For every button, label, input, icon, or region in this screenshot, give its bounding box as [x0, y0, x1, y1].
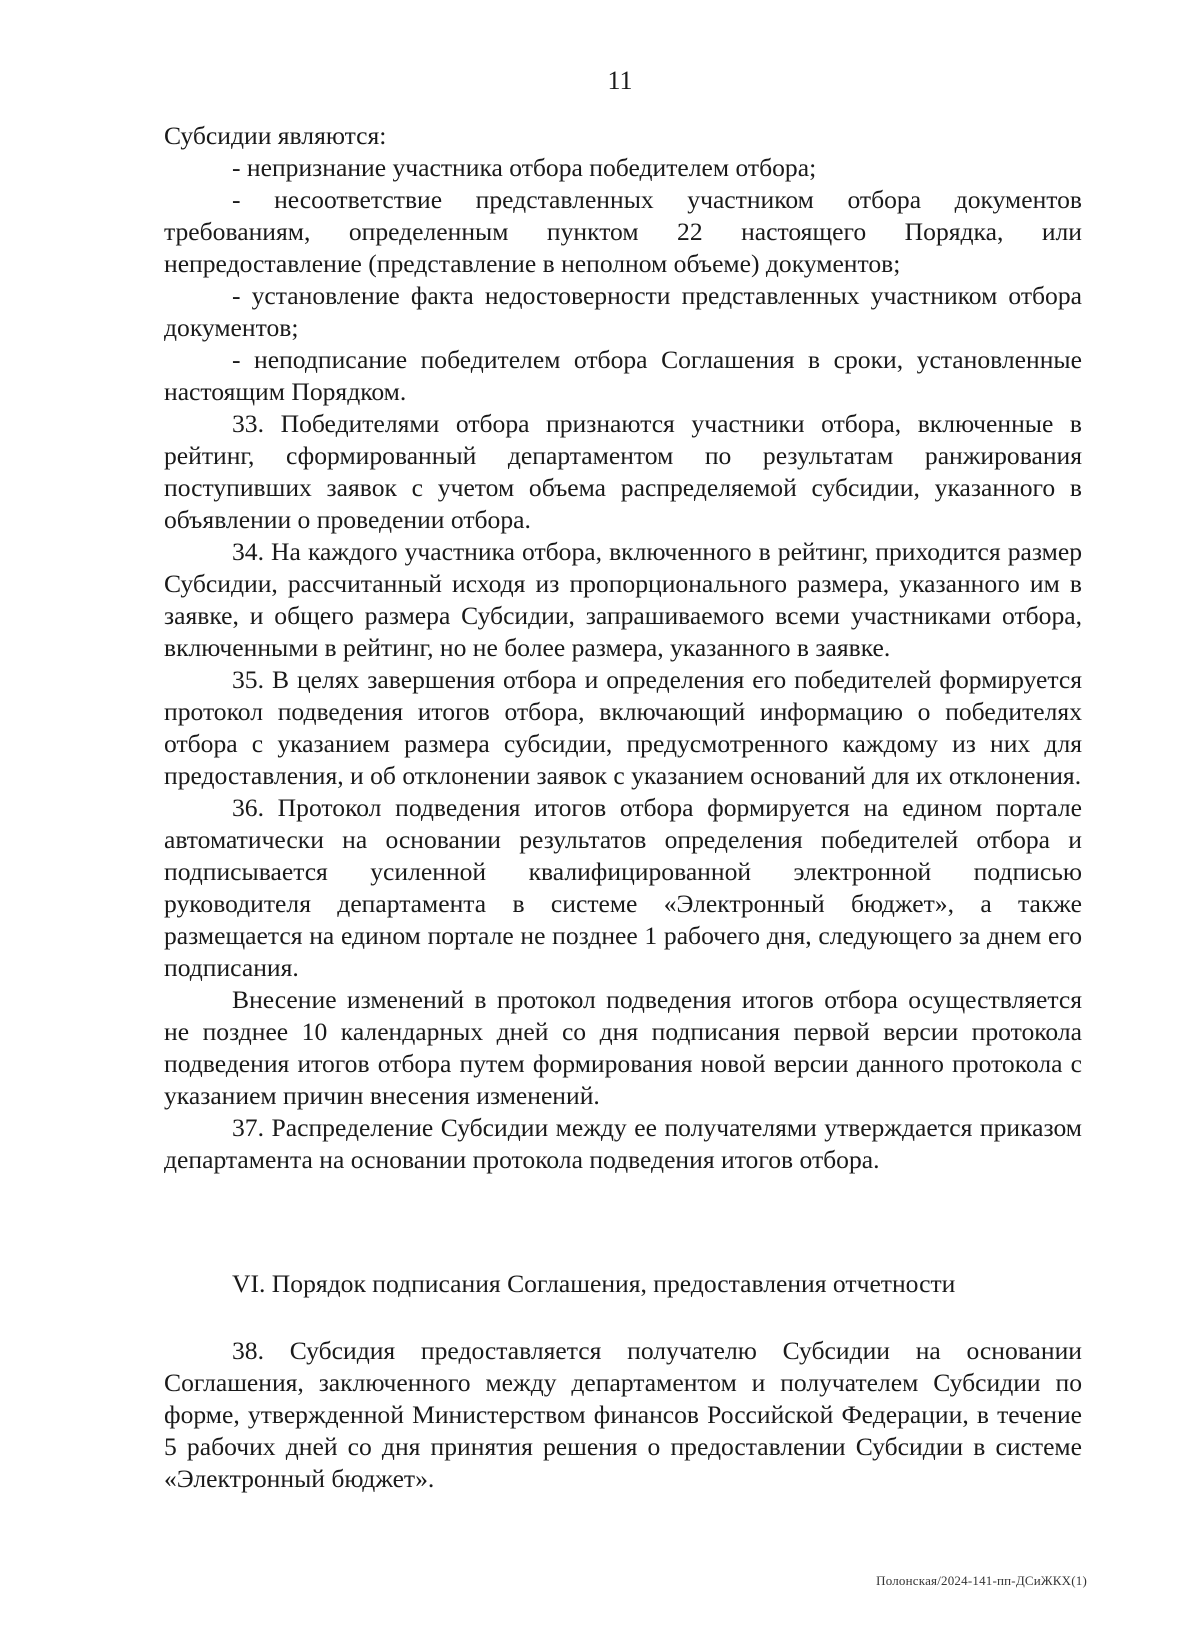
paragraph-clause-37: 37. Распределение Субсидии между ее получателями утверждается приказом департамента на основании протокола подведения итогов отбора. — [164, 1113, 1082, 1174]
page-number: 11 — [607, 66, 633, 95]
paragraph-clause-34: 34. На каждого участника отбора, включенного в рейтинг, приходится размер Субсидии, рассчитанный исходя из пропорционального размера, указанного им в заявке, и общего размера Субсидии, запрашиваемого всеми участниками отбора, включенными в рейтинг, но не более размера, указанного в заявке. — [164, 537, 1082, 662]
paragraph-list-item: - установление факта недостоверности представленных участником отбора документов; — [164, 281, 1082, 342]
body-text-block-2 — [164, 1335, 1082, 1495]
paragraph-list-item: - неподписание победителем отбора Соглашения в сроки, установленные настоящим Порядком. — [164, 345, 1082, 406]
paragraph-clause-36: 36. Протокол подведения итогов отбора формируется на едином портале автоматически на основании результатов определения победителей отбора и подписывается усиленной квалифицированной электронной подписью руководителя департамента в системе «Электронный бюджет», а также размещается на едином портале не позднее 1 рабочего дня, следующего за днем его подписания. — [164, 793, 1082, 982]
paragraph-list-item: - непризнание участника отбора победителем отбора; — [232, 153, 817, 182]
body-text-block-1 — [164, 120, 1082, 1176]
paragraph-clause-36-amendments: Внесение изменений в протокол подведения итогов отбора осуществляется не позднее 10 календарных дней со дня подписания первой версии протокола подведения итогов отбора путем формирования новой версии данного протокола с указанием причин внесения изменений. — [164, 985, 1082, 1110]
paragraph-clause-35: 35. В целях завершения отбора и определения его победителей формируется протокол подведения итогов отбора, включающий информацию о победителях отбора с указанием размера субсидии, предусмотренного каждому из них для предоставления, и об отклонении заявок с указанием оснований для их отклонения. — [164, 665, 1082, 790]
paragraph-list-item: - несоответствие представленных участником отбора документов требованиям, определенным пунктом 22 настоящего Порядка, или непредоставление (представление в неполном объеме) документов; — [164, 185, 1082, 278]
paragraph-clause-33: 33. Победителями отбора признаются участники отбора, включенные в рейтинг, сформированный департаментом по результатам ранжирования поступивших заявок с учетом объема распределяемой субсидии, указанного в объявлении о проведении отбора. — [164, 409, 1082, 534]
paragraph-clause-38: 38. Субсидия предоставляется получателю Субсидии на основании Соглашения, заключенного между департаментом и получателем Субсидии по форме, утвержденной Министерством финансов Российской Федерации, в течение 5 рабочих дней со дня принятия решения о предоставлении Субсидии в системе «Электронный бюджет». — [164, 1336, 1082, 1493]
document-reference-stamp: Полонская/2024-141-пп-ДСиЖКХ(1) — [876, 1573, 1087, 1588]
section-heading: VI. Порядок подписания Соглашения, предоставления отчетности — [232, 1269, 956, 1298]
paragraph-subsidy-grounds-intro: Субсидии являются: — [164, 121, 387, 150]
